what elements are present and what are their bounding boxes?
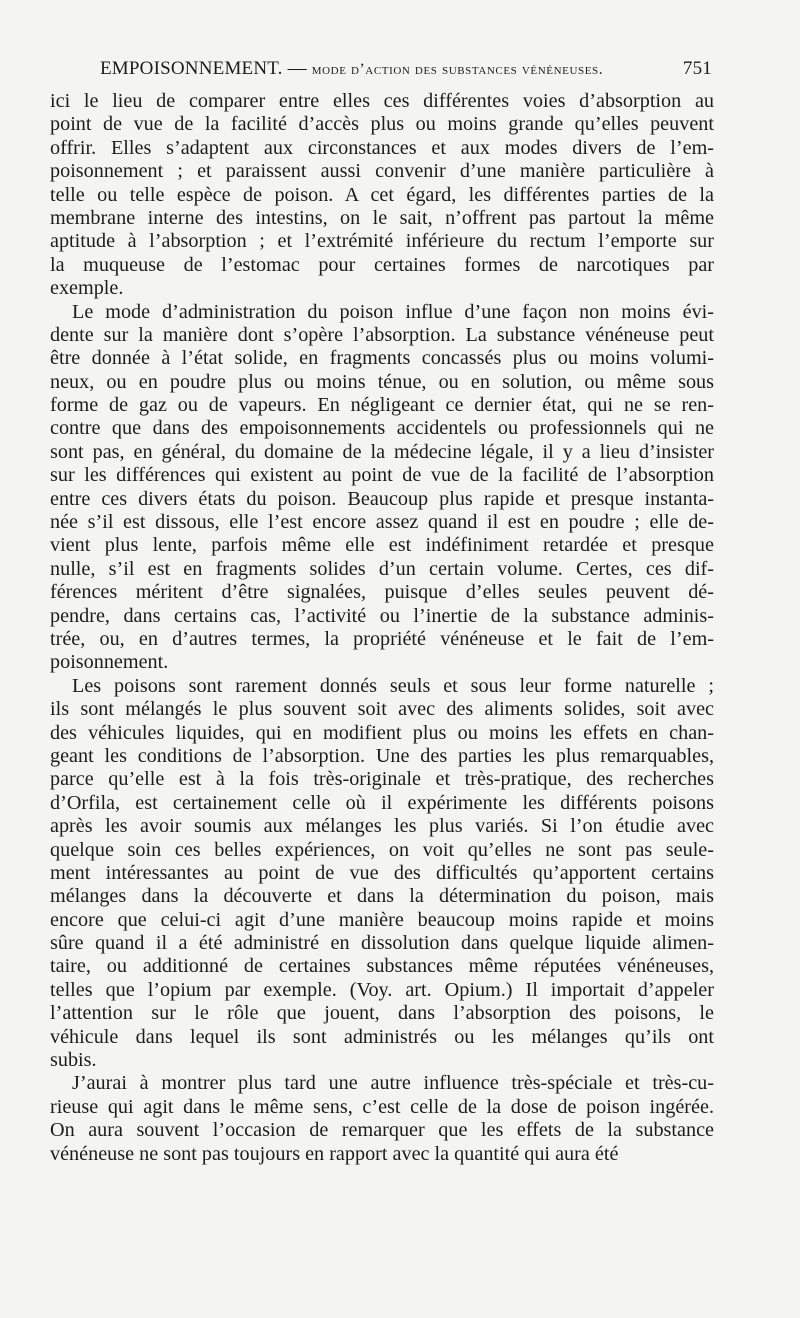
section-subtitle: mode d’action des substances vénéneuses. <box>311 61 604 78</box>
text-line: telle ou telle espèce de poison. A cet égard, les différentes parties de la <box>50 183 714 206</box>
text-line: la muqueuse de l’estomac pour certaines formes de narcotiques par <box>50 253 714 276</box>
text-line: poisonnement ; et paraissent aussi convenir d’une manière particulière à <box>50 160 714 183</box>
text-line: On aura souvent l’occasion de remarquer que les effets de la substance <box>50 1119 714 1142</box>
text-line: férences méritent d’être signalées, puisque d’elles seules peuvent dé- <box>50 581 714 604</box>
text-line: telles que l’opium par exemple. (Voy. art. Opium.) Il importait d’appeler <box>50 978 714 1001</box>
text-line: neux, ou en poudre plus ou moins ténue, ou en solution, ou même sous <box>50 370 714 393</box>
paragraph <box>50 90 714 301</box>
text-line: taire, ou additionné de certaines substances même réputées vénéneuses, <box>50 955 714 978</box>
text-line: quelque soin ces belles expériences, on voit qu’elles ne sont pas seule- <box>50 838 714 861</box>
text-line: dente sur la manière dont s’opère l’absorption. La substance vénéneuse peut <box>50 323 714 346</box>
text-line: ment intéressantes au point de vue des difficultés qu’apportent certains <box>50 861 714 884</box>
paragraph <box>50 675 714 1073</box>
text-line: Les poisons sont rarement donnés seuls et sous leur forme naturelle ; <box>72 674 714 697</box>
chapter-title: EMPOISONNEMENT. <box>100 58 283 79</box>
text-line: offrir. Elles s’adaptent aux circonstances et aux modes divers de l’em- <box>50 136 714 159</box>
text-line: sûre quand il a été administré en dissolution dans quelque liquide alimen- <box>50 932 714 955</box>
text-line: sur les différences qui existent au point de vue de la facilité de l’absorption <box>50 464 714 487</box>
text-line: être donnée à l’état solide, en fragments concassés plus ou moins volumi- <box>50 347 714 370</box>
text-line: aptitude à l’absorption ; et l’extrémité inférieure du rectum l’emporte sur <box>50 230 714 253</box>
text-line: nulle, s’il est en fragments solides d’un certain volume. Certes, ces dif- <box>50 557 714 580</box>
text-line: après les avoir soumis aux mélanges les plus variés. Si l’on étudie avec <box>50 815 714 838</box>
body-text <box>50 90 714 1166</box>
text-line: sont pas, en général, du domaine de la médecine légale, il y a lieu d’insister <box>50 440 714 463</box>
text-line: point de vue de la facilité d’accès plus ou moins grande qu’elles peuvent <box>50 113 714 136</box>
text-line: mélanges dans la découverte et dans la détermination du poison, mais <box>50 885 714 908</box>
paragraph <box>50 301 714 675</box>
text-line: trée, ou, en d’autres termes, la propriété vénéneuse et le fait de l’em- <box>50 627 714 650</box>
paragraph <box>50 1072 714 1166</box>
text-line: pendre, dans certains cas, l’activité ou l’inertie de la substance adminis- <box>50 604 714 627</box>
text-line: exemple. <box>50 277 124 300</box>
text-line: J’aurai à montrer plus tard une autre influence très-spéciale et très-cu- <box>72 1072 714 1095</box>
text-line: rieuse qui agit dans le même sens, c’est celle de la dose de poison ingérée. <box>50 1095 714 1118</box>
text-line: Le mode d’administration du poison influe d’une façon non moins évi- <box>72 300 714 323</box>
text-line: véhicule dans lequel ils sont administrés ou les mélanges qu’ils ont <box>50 1025 714 1048</box>
text-line: entre ces divers états du poison. Beaucoup plus rapide et presque instanta- <box>50 487 714 510</box>
text-line: geant les conditions de l’absorption. Une des parties les plus remarquables, <box>50 744 714 767</box>
text-line: forme de gaz ou de vapeurs. En négligeant ce dernier état, qui ne se ren- <box>50 394 714 417</box>
running-header-title <box>100 58 603 80</box>
header-dash: — <box>287 58 307 79</box>
text-line: l’attention sur le rôle que jouent, dans l’absorption des poisons, le <box>50 1002 714 1025</box>
text-line: subis. <box>50 1049 97 1072</box>
text-line: ils sont mélangés le plus souvent soit avec des aliments solides, soit avec <box>50 698 714 721</box>
text-line: ici le lieu de comparer entre elles ces différentes voies d’absorption au <box>50 90 714 112</box>
text-line: parce qu’elle est à la fois très-originale et très-pratique, des recherches <box>50 768 714 791</box>
text-line: membrane interne des intestins, on le sait, n’offrent pas partout la même <box>50 206 714 229</box>
text-line: des véhicules liquides, qui en modifient plus ou moins les effets en chan- <box>50 721 714 744</box>
text-line: poisonnement. <box>50 651 169 674</box>
text-line: vénéneuse ne sont pas toujours en rapport avec la quantité qui aura été <box>50 1142 619 1165</box>
page-number: 751 <box>682 58 712 79</box>
text-line: contre que dans des empoisonnements accidentels ou professionnels qui ne <box>50 417 714 440</box>
text-line: d’Orfila, est certainement celle où il expérimente les différents poisons <box>50 791 714 814</box>
running-header <box>100 58 712 84</box>
text-line: née s’il est dissous, elle l’est encore assez quand il est en poudre ; elle de- <box>50 511 714 534</box>
text-line: encore que celui-ci agit d’une manière beaucoup moins rapide et moins <box>50 908 714 931</box>
text-line: vient plus lente, parfois même elle est indéfiniment retardée et presque <box>50 534 714 557</box>
